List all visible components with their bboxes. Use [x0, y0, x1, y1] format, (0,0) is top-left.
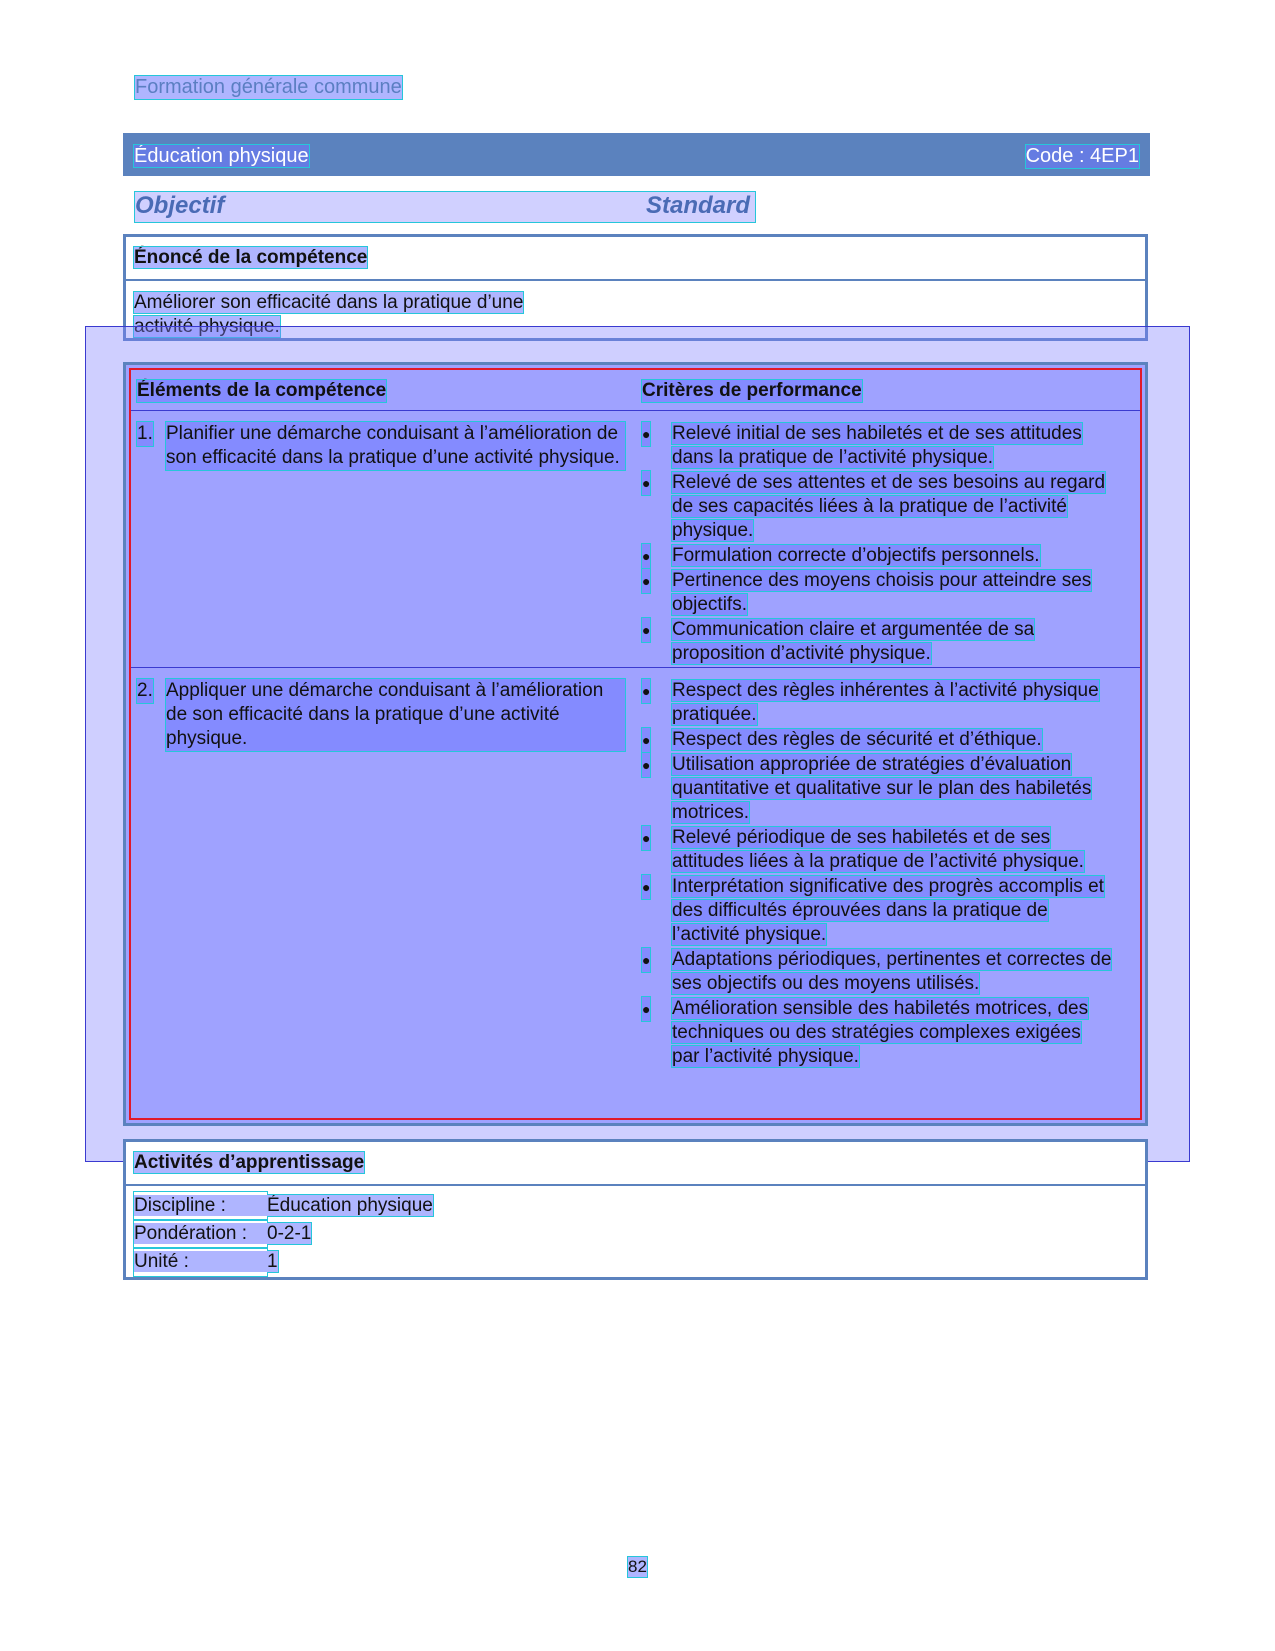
- page-number: 82: [628, 1557, 647, 1576]
- course-band: [123, 133, 1150, 176]
- criteria-heading: Critères de performance: [642, 380, 862, 401]
- criterion: ● Formulation correcte d’objectifs personnels.: [642, 545, 1040, 566]
- criterion: ● Pertinence des moyens choisis pour atteindre ses objectifs.: [642, 570, 1092, 615]
- criteria-list-1: [642, 422, 1112, 667]
- bullet-icon: ●: [642, 471, 650, 495]
- objective-label: Objectif: [135, 192, 225, 219]
- element-number: 2.: [137, 680, 153, 701]
- weighting-line: [134, 1220, 1137, 1248]
- criterion: ● Amélioration sensible des habiletés motrices, des techniques ou des stratégies complexes exigées par l’activité physique.: [642, 998, 1089, 1067]
- activities-heading: Activités d’apprentissage: [134, 1152, 365, 1173]
- elements-heading: Éléments de la compétence: [137, 380, 387, 401]
- bullet-icon: ●: [642, 948, 650, 972]
- bullet-icon: ●: [642, 826, 650, 850]
- element-1: [137, 422, 625, 470]
- units-label: Unité :: [134, 1251, 189, 1272]
- bullet-icon: ●: [642, 753, 650, 777]
- criterion: ● Communication claire et argumentée de sa proposition d’activité physique.: [642, 619, 1035, 664]
- course-code: Code : 4EP1: [1025, 145, 1139, 167]
- element-text: Planifier une démarche conduisant à l’amélioration de son efficacité dans la pratique d’une activité physique.: [166, 422, 625, 470]
- row-divider: [131, 667, 1140, 668]
- criterion: ● Respect des règles inhérentes à l’activité physique pratiquée.: [642, 680, 1099, 725]
- bullet-icon: ●: [642, 422, 650, 446]
- criterion: ● Adaptations périodiques, pertinentes et correctes de ses objectifs ou des moyens utilisés.: [642, 949, 1112, 994]
- bullet-icon: ●: [642, 544, 650, 568]
- weighting-value: 0-2-1: [267, 1223, 312, 1244]
- units-line: [134, 1248, 1137, 1276]
- objective-standard-row: [135, 192, 755, 222]
- bullet-icon: ●: [642, 997, 650, 1021]
- criterion: ● Respect des règles de sécurité et d’éthique.: [642, 729, 1042, 750]
- statement-heading: Énoncé de la compétence: [134, 247, 368, 268]
- competence-table-header: [131, 370, 1140, 411]
- criterion: ● Interprétation significative des progrès accomplis et des difficultés éprouvées dans la pratique de l’activité physique.: [642, 876, 1104, 945]
- criterion: ● Utilisation appropriée de stratégies d’évaluation quantitative et qualitative sur le plan des habiletés motrices.: [642, 754, 1092, 823]
- weighting-label: Pondération :: [134, 1223, 248, 1244]
- bullet-icon: ●: [642, 679, 650, 703]
- element-number: 1.: [137, 423, 153, 444]
- criterion: ● Relevé initial de ses habiletés et de ses attitudes dans la pratique de l’activité physique.: [642, 423, 1082, 468]
- criterion: ● Relevé périodique de ses habiletés et de ses attitudes liées à la pratique de l’activité physique.: [642, 827, 1084, 872]
- statement-text: Améliorer son efficacité dans la pratique d’une activité physique.: [134, 292, 524, 337]
- bullet-icon: ●: [642, 728, 650, 752]
- activities-box: [123, 1139, 1148, 1280]
- discipline-value: Éducation physique: [267, 1195, 433, 1216]
- bullet-icon: ●: [642, 618, 650, 642]
- competence-table: [123, 362, 1148, 1126]
- discipline-label: Discipline :: [134, 1195, 226, 1216]
- discipline-line: [134, 1192, 1137, 1220]
- element-2: [137, 679, 625, 751]
- element-text: Appliquer une démarche conduisant à l’amélioration de son efficacité dans la pratique d’une activité physique.: [166, 679, 625, 751]
- standard-label: Standard: [646, 192, 751, 219]
- criterion: ● Relevé de ses attentes et de ses besoins au regard de ses capacités liées à la pratique de l’activité physique.: [642, 472, 1106, 541]
- bullet-icon: ●: [642, 875, 650, 899]
- bullet-icon: ●: [642, 569, 650, 593]
- units-value: 1: [267, 1251, 278, 1272]
- criteria-list-2: [642, 679, 1112, 1070]
- section-label: Formation générale commune: [135, 76, 402, 98]
- competence-table-inner: [129, 368, 1142, 1120]
- statement-box: [123, 234, 1148, 341]
- course-title: Éducation physique: [134, 145, 309, 167]
